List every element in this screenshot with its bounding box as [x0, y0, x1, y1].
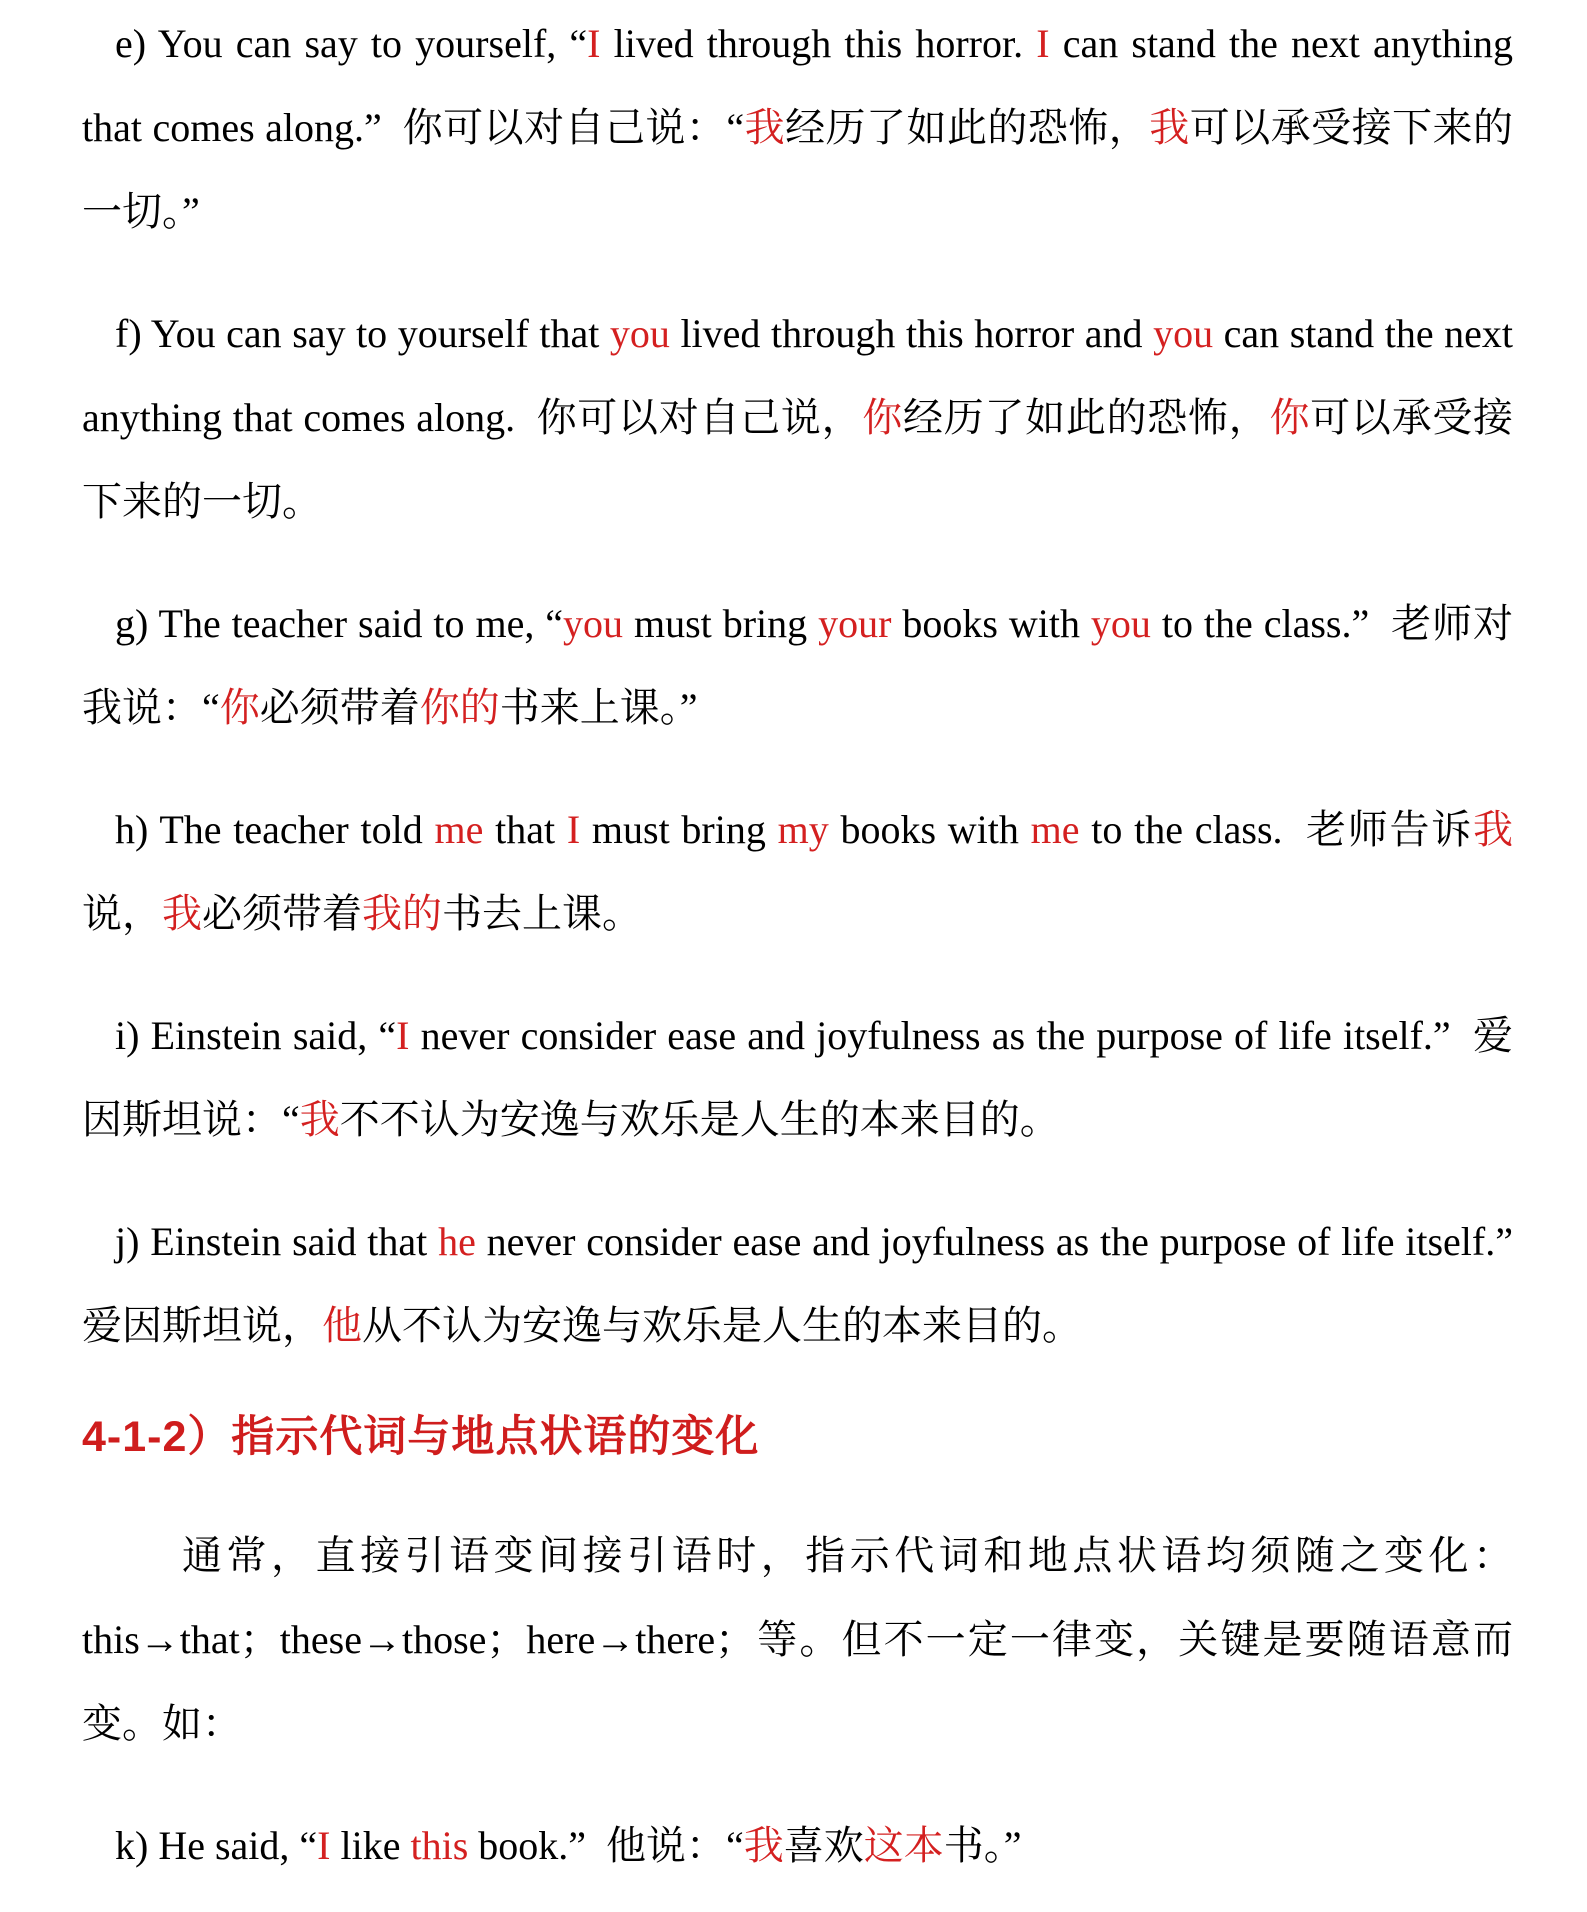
text-run: that: [483, 807, 567, 852]
text-run: 喜欢: [783, 1823, 864, 1868]
red-word: 你: [862, 395, 904, 440]
red-word: 我的: [362, 891, 442, 936]
example-paragraph-e: [82, 2, 1523, 254]
red-word: me: [1030, 807, 1080, 852]
text-run: g) The teacher said to me, “: [115, 601, 564, 646]
text-run: 必须带着: [202, 891, 362, 936]
text-run: 可以承受接下来的一切。: [82, 395, 1514, 524]
red-word: I: [587, 21, 601, 66]
red-word: you: [609, 311, 670, 356]
red-word: your: [818, 601, 892, 646]
red-word: 这本: [863, 1823, 944, 1868]
red-word: 你: [1269, 395, 1311, 440]
text-run: 必须带着: [259, 685, 420, 730]
text-run: f) You can say to yourself that: [115, 311, 610, 356]
text-run: can stand the next anything that comes along.” 你可以对自己说：“: [82, 21, 1523, 150]
section-heading: 4-1-2）指示代词与地点状语的变化: [82, 1413, 760, 1461]
intro-paragraph: [82, 1514, 1513, 1766]
text-run: 说，: [82, 891, 162, 936]
text-run: 书去上课。: [442, 891, 642, 936]
text-run: never consider ease and joyfulness as the purpose of life itself.” 爱因斯坦说：“: [82, 1013, 1513, 1142]
text-run: 可以承受接下来的一切。”: [82, 105, 1514, 234]
red-word: 我: [743, 1823, 784, 1868]
text-run: never consider ease and joyfulness as the purpose of life itself.” 爱因斯坦说，: [82, 1219, 1533, 1348]
red-word: you: [563, 601, 624, 646]
text-run: like: [330, 1823, 411, 1868]
text-run: 书来上课。”: [499, 685, 698, 730]
example-paragraph-g: [82, 582, 1513, 750]
text-run: to the class. 老师告诉: [1079, 807, 1473, 852]
text-run: 不不认为安逸与欢乐是人生的本来目的。: [339, 1097, 1060, 1142]
red-word: 你: [219, 685, 260, 730]
text-run: i) Einstein said, “: [115, 1013, 397, 1058]
text-run: lived through this horror.: [600, 21, 1037, 66]
red-word: 我: [299, 1097, 340, 1142]
red-word: 你的: [419, 685, 500, 730]
red-word: 我: [1149, 105, 1190, 150]
text-run: 书。”: [943, 1823, 1022, 1868]
text-run: 经历了如此的恐怖，: [785, 105, 1150, 150]
text-run: 经历了如此的恐怖，: [903, 395, 1270, 440]
example-paragraph-h: [82, 788, 1513, 956]
text-run: 通常，直接引语变间接引语时，指示代词和地点状语均须随之变化：this→that；these→those；here→there；等。但不一定一律变，关键是要随语意而变。如：: [82, 1533, 1513, 1746]
text-run: book.” 他说：“: [468, 1823, 744, 1868]
red-word: you: [1153, 311, 1214, 356]
red-word: 我: [744, 105, 786, 150]
red-word: I: [396, 1013, 410, 1058]
red-word: he: [438, 1219, 476, 1264]
text-run: j) Einstein said that: [115, 1219, 439, 1264]
example-paragraph-k: [82, 1804, 1513, 1888]
text-run: books with: [891, 601, 1091, 646]
text-run: can stand the next anything that comes along. 你可以对自己说，: [82, 311, 1523, 440]
red-word: 我: [162, 891, 202, 936]
text-run: k) He said, “: [115, 1823, 318, 1868]
red-word: you: [1090, 601, 1151, 646]
red-word: this: [410, 1823, 469, 1868]
red-word: I: [1036, 21, 1050, 66]
text-run: e) You can say to yourself, “: [115, 21, 588, 66]
red-word: I: [566, 807, 581, 852]
example-paragraph-j: [82, 1200, 1533, 1368]
text-run: must bring: [623, 601, 819, 646]
red-word: 他: [322, 1303, 362, 1348]
text-run: 从不认为安逸与欢乐是人生的本来目的。: [362, 1303, 1082, 1348]
red-word: my: [777, 807, 829, 852]
red-word: I: [317, 1823, 331, 1868]
text-run: must bring: [580, 807, 778, 852]
text-run: to the class.” 老师对我说：“: [82, 601, 1513, 730]
red-word: 我: [1473, 807, 1513, 852]
text-run: books with: [828, 807, 1031, 852]
example-paragraph-f: [82, 292, 1523, 544]
text-run: h) The teacher told: [115, 807, 435, 852]
example-paragraph-i: [82, 994, 1513, 1162]
text-run: lived through this horror and: [669, 311, 1154, 356]
red-word: me: [434, 807, 484, 852]
